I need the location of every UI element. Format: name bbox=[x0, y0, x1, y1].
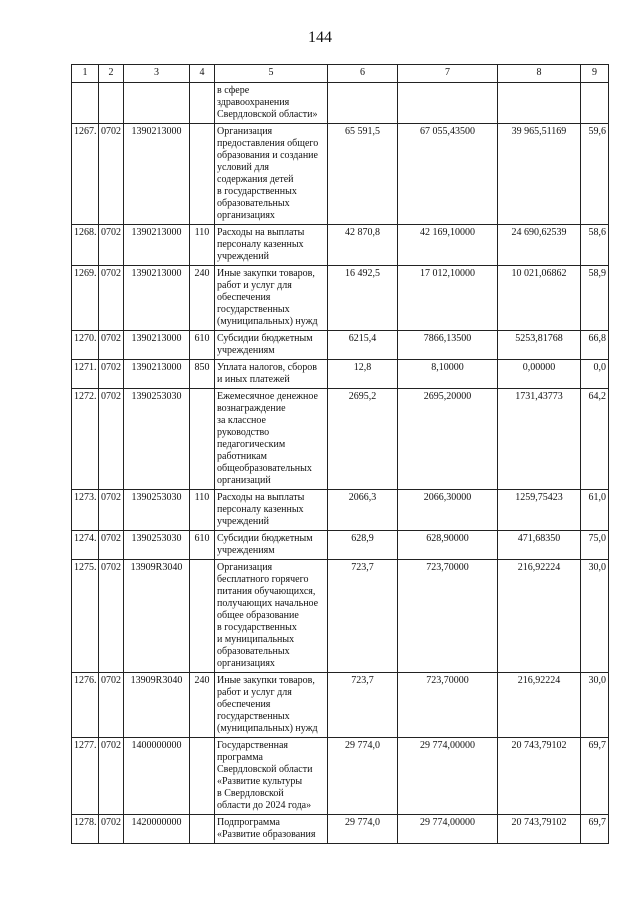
table-row bbox=[72, 266, 609, 331]
approved-amount-cell: 723,70000 bbox=[398, 560, 498, 673]
actual-amount-cell: 20 743,79102 bbox=[498, 738, 581, 815]
plan-amount-cell: 6215,4 bbox=[328, 331, 398, 360]
plan-amount-cell: 723,7 bbox=[328, 560, 398, 673]
target-code-cell: 1390253030 bbox=[124, 490, 190, 531]
percent-cell: 58,6 bbox=[581, 225, 609, 266]
expense-type-cell: 110 bbox=[190, 225, 215, 266]
header-row bbox=[72, 65, 609, 83]
row-number-cell: 1273. bbox=[72, 490, 99, 531]
item-name-cell: Организация бесплатного горячего питания обучающихся, получающих начальное общее образование в государственных и муниципальных образовательных организациях bbox=[215, 560, 328, 673]
expense-type-cell: 240 bbox=[190, 673, 215, 738]
percent-cell: 61,0 bbox=[581, 490, 609, 531]
actual-amount-cell: 24 690,62539 bbox=[498, 225, 581, 266]
plan-amount-cell: 29 774,0 bbox=[328, 738, 398, 815]
plan-amount-cell: 2695,2 bbox=[328, 389, 398, 490]
expense-type-cell: 850 bbox=[190, 360, 215, 389]
target-code-cell: 1390213000 bbox=[124, 360, 190, 389]
approved-amount-cell: 29 774,00000 bbox=[398, 815, 498, 844]
table-row bbox=[72, 490, 609, 531]
actual-amount-cell: 471,68350 bbox=[498, 531, 581, 560]
approved-amount-cell: 42 169,10000 bbox=[398, 225, 498, 266]
item-name-cell: Иные закупки товаров, работ и услуг для обеспечения государственных (муниципальных) нужд bbox=[215, 266, 328, 331]
approved-amount-cell: 2066,30000 bbox=[398, 490, 498, 531]
table-row bbox=[72, 225, 609, 266]
percent-cell: 59,6 bbox=[581, 124, 609, 225]
row-number-cell: 1267. bbox=[72, 124, 99, 225]
actual-amount-cell: 216,92224 bbox=[498, 560, 581, 673]
page-number: 144 bbox=[308, 29, 332, 46]
budget-table bbox=[71, 64, 609, 844]
row-number-cell: 1277. bbox=[72, 738, 99, 815]
percent-cell: 69,7 bbox=[581, 815, 609, 844]
actual-amount-cell: 20 743,79102 bbox=[498, 815, 581, 844]
approved-amount-cell: 29 774,00000 bbox=[398, 738, 498, 815]
item-name-cell: Субсидии бюджетным учреждениям bbox=[215, 531, 328, 560]
target-code-cell bbox=[124, 83, 190, 124]
target-code-cell: 1400000000 bbox=[124, 738, 190, 815]
expense-type-cell: 610 bbox=[190, 531, 215, 560]
actual-amount-cell: 10 021,06862 bbox=[498, 266, 581, 331]
target-code-cell: 1420000000 bbox=[124, 815, 190, 844]
approved-amount-cell: 2695,20000 bbox=[398, 389, 498, 490]
section-code-cell: 0702 bbox=[99, 738, 124, 815]
item-name-cell: Расходы на выплаты персоналу казенных учреждений bbox=[215, 490, 328, 531]
approved-amount-cell bbox=[398, 83, 498, 124]
section-code-cell: 0702 bbox=[99, 560, 124, 673]
column-header: 6 bbox=[328, 65, 398, 83]
target-code-cell: 1390253030 bbox=[124, 389, 190, 490]
section-code-cell: 0702 bbox=[99, 389, 124, 490]
expense-type-cell: 240 bbox=[190, 266, 215, 331]
column-header: 9 bbox=[581, 65, 609, 83]
section-code-cell bbox=[99, 83, 124, 124]
table-row bbox=[72, 389, 609, 490]
section-code-cell: 0702 bbox=[99, 490, 124, 531]
plan-amount-cell bbox=[328, 83, 398, 124]
percent-cell: 64,2 bbox=[581, 389, 609, 490]
section-code-cell: 0702 bbox=[99, 360, 124, 389]
approved-amount-cell: 723,70000 bbox=[398, 673, 498, 738]
percent-cell: 58,9 bbox=[581, 266, 609, 331]
percent-cell: 66,8 bbox=[581, 331, 609, 360]
actual-amount-cell: 0,00000 bbox=[498, 360, 581, 389]
section-code-cell: 0702 bbox=[99, 531, 124, 560]
target-code-cell: 13909R3040 bbox=[124, 560, 190, 673]
section-code-cell: 0702 bbox=[99, 673, 124, 738]
expense-type-cell: 110 bbox=[190, 490, 215, 531]
row-number-cell: 1274. bbox=[72, 531, 99, 560]
row-number-cell: 1268. bbox=[72, 225, 99, 266]
plan-amount-cell: 65 591,5 bbox=[328, 124, 398, 225]
table-row bbox=[72, 331, 609, 360]
expense-type-cell bbox=[190, 389, 215, 490]
target-code-cell: 1390213000 bbox=[124, 331, 190, 360]
item-name-cell: Субсидии бюджетным учреждениям bbox=[215, 331, 328, 360]
expense-type-cell bbox=[190, 124, 215, 225]
percent-cell: 30,0 bbox=[581, 673, 609, 738]
actual-amount-cell: 39 965,51169 bbox=[498, 124, 581, 225]
item-name-cell: Уплата налогов, сборов и иных платежей bbox=[215, 360, 328, 389]
plan-amount-cell: 16 492,5 bbox=[328, 266, 398, 331]
expense-type-cell: 610 bbox=[190, 331, 215, 360]
expense-type-cell bbox=[190, 83, 215, 124]
table-row bbox=[72, 360, 609, 389]
actual-amount-cell: 5253,81768 bbox=[498, 331, 581, 360]
item-name-cell: Государственная программа Свердловской области «Развитие культуры в Свердловской области до 2024 года» bbox=[215, 738, 328, 815]
plan-amount-cell: 12,8 bbox=[328, 360, 398, 389]
target-code-cell: 1390213000 bbox=[124, 266, 190, 331]
section-code-cell: 0702 bbox=[99, 266, 124, 331]
target-code-cell: 1390213000 bbox=[124, 225, 190, 266]
approved-amount-cell: 7866,13500 bbox=[398, 331, 498, 360]
item-name-cell: Организация предоставления общего образования и создание условий для содержания детей в государственных образовательных организациях bbox=[215, 124, 328, 225]
item-name-cell: Подпрограмма «Развитие образования bbox=[215, 815, 328, 844]
row-number-cell bbox=[72, 83, 99, 124]
plan-amount-cell: 42 870,8 bbox=[328, 225, 398, 266]
table-body bbox=[72, 83, 609, 844]
row-number-cell: 1272. bbox=[72, 389, 99, 490]
actual-amount-cell: 216,92224 bbox=[498, 673, 581, 738]
column-header: 5 bbox=[215, 65, 328, 83]
item-name-cell: Иные закупки товаров, работ и услуг для обеспечения государственных (муниципальных) нужд bbox=[215, 673, 328, 738]
plan-amount-cell: 628,9 bbox=[328, 531, 398, 560]
row-number-cell: 1271. bbox=[72, 360, 99, 389]
table-row bbox=[72, 531, 609, 560]
table-row bbox=[72, 815, 609, 844]
percent-cell: 69,7 bbox=[581, 738, 609, 815]
column-header: 2 bbox=[99, 65, 124, 83]
row-number-cell: 1278. bbox=[72, 815, 99, 844]
expense-type-cell bbox=[190, 560, 215, 673]
table-row bbox=[72, 673, 609, 738]
table-row bbox=[72, 738, 609, 815]
column-header: 4 bbox=[190, 65, 215, 83]
table-row bbox=[72, 560, 609, 673]
expense-type-cell bbox=[190, 738, 215, 815]
section-code-cell: 0702 bbox=[99, 815, 124, 844]
plan-amount-cell: 2066,3 bbox=[328, 490, 398, 531]
target-code-cell: 13909R3040 bbox=[124, 673, 190, 738]
approved-amount-cell: 17 012,10000 bbox=[398, 266, 498, 331]
table-row bbox=[72, 124, 609, 225]
column-header: 1 bbox=[72, 65, 99, 83]
actual-amount-cell: 1259,75423 bbox=[498, 490, 581, 531]
percent-cell bbox=[581, 83, 609, 124]
column-header: 3 bbox=[124, 65, 190, 83]
approved-amount-cell: 628,90000 bbox=[398, 531, 498, 560]
approved-amount-cell: 67 055,43500 bbox=[398, 124, 498, 225]
plan-amount-cell: 723,7 bbox=[328, 673, 398, 738]
column-header: 7 bbox=[398, 65, 498, 83]
approved-amount-cell: 8,10000 bbox=[398, 360, 498, 389]
actual-amount-cell bbox=[498, 83, 581, 124]
section-code-cell: 0702 bbox=[99, 124, 124, 225]
target-code-cell: 1390213000 bbox=[124, 124, 190, 225]
row-number-cell: 1276. bbox=[72, 673, 99, 738]
section-code-cell: 0702 bbox=[99, 331, 124, 360]
plan-amount-cell: 29 774,0 bbox=[328, 815, 398, 844]
expense-type-cell bbox=[190, 815, 215, 844]
table-row bbox=[72, 83, 609, 124]
item-name-cell: Ежемесячное денежное вознаграждение за классное руководство педагогическим работникам общеобразовательных организаций bbox=[215, 389, 328, 490]
target-code-cell: 1390253030 bbox=[124, 531, 190, 560]
item-name-cell: Расходы на выплаты персоналу казенных учреждений bbox=[215, 225, 328, 266]
column-header: 8 bbox=[498, 65, 581, 83]
row-number-cell: 1269. bbox=[72, 266, 99, 331]
section-code-cell: 0702 bbox=[99, 225, 124, 266]
percent-cell: 75,0 bbox=[581, 531, 609, 560]
item-name-cell: в сфере здравоохранения Свердловской области» bbox=[215, 83, 328, 124]
percent-cell: 0,0 bbox=[581, 360, 609, 389]
percent-cell: 30,0 bbox=[581, 560, 609, 673]
row-number-cell: 1275. bbox=[72, 560, 99, 673]
row-number-cell: 1270. bbox=[72, 331, 99, 360]
actual-amount-cell: 1731,43773 bbox=[498, 389, 581, 490]
